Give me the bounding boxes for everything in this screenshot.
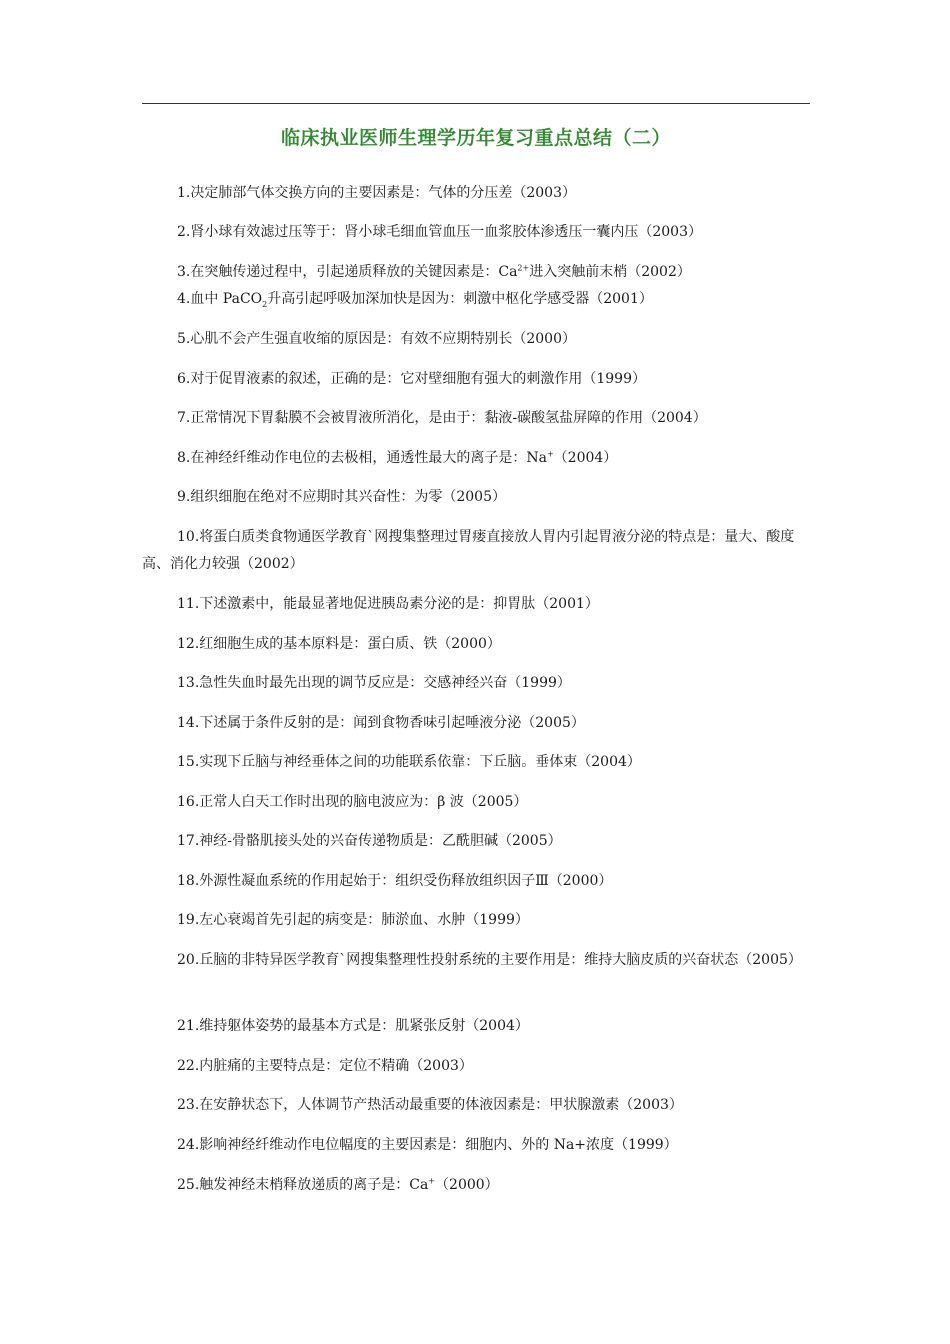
list-item: 2.肾小球有效滤过压等于：肾小球毛细血管血压一血浆胶体渗透压一囊内压（2003） xyxy=(177,224,702,240)
list-item: 19.左心衰竭首先引起的病变是：肺淤血、水肿（1999） xyxy=(177,912,529,928)
item-text: 25.触发神经末梢释放递质的离子是：Ca xyxy=(177,1177,429,1193)
list-item: 12.红细胞生成的基本原料是：蛋白质、铁（2000） xyxy=(177,636,501,652)
superscript: + xyxy=(428,1176,436,1186)
superscript: + xyxy=(546,449,554,459)
item-text: 进入突触前末梢（2002） xyxy=(529,264,691,280)
list-item: 7.正常情况下胃黏膜不会被胃液所消化，是由于：黏液-碳酸氢盐屏障的作用（2004） xyxy=(177,410,707,426)
list-item: 13.急性失血时最先出现的调节反应是：交感神经兴奋（1999） xyxy=(177,675,571,691)
list-item: 14.下述属于条件反射的是：闻到食物香味引起唾液分泌（2005） xyxy=(177,715,585,731)
document-title: 临床执业医师生理学历年复习重点总结（二） xyxy=(280,127,671,149)
list-item: 23.在安静状态下，人体调节产热活动最重要的体液因素是：甲状腺激素（2003） xyxy=(177,1097,683,1113)
list-item xyxy=(142,1172,810,1199)
item-text: （2000） xyxy=(435,1177,499,1193)
list-item xyxy=(142,259,810,286)
list-item: 16.正常人白天工作时出现的脑电波应为：β 波（2005） xyxy=(177,794,528,810)
item-text: 4.血中 PaCO xyxy=(177,291,263,307)
list-item: 15.实现下丘脑与神经垂体之间的功能联系依靠：下丘脑。垂体束（2004） xyxy=(177,754,641,770)
list-item xyxy=(142,286,810,313)
subscript: 2 xyxy=(262,299,268,309)
list-item: 1.决定肺部气体交换方向的主要因素是：气体的分压差（2003） xyxy=(177,185,576,201)
item-text: （2004） xyxy=(553,450,618,466)
list-item: 17.神经-骨骼肌接头处的兴奋传递物质是：乙酰胆碱（2005） xyxy=(177,833,562,849)
list-item: 22.内脏痛的主要特点是：定位不精确（2003） xyxy=(177,1058,473,1074)
superscript: 2+ xyxy=(517,263,530,273)
list-item: 9.组织细胞在绝对不应期时其兴奋性：为零（2005） xyxy=(177,489,506,505)
list-item: 20.丘脑的非特异医学教育`网搜集整理性投射系统的主要作用是：维持大脑皮质的兴奋状态（2005） xyxy=(177,952,802,968)
item-text: 8.在神经纤维动作电位的去极相，通透性最大的离子是：Na xyxy=(177,450,547,466)
list-item: 18.外源性凝血系统的作用起始于：组织受伤释放组织因子Ⅲ（2000） xyxy=(177,873,613,889)
list-item: 10.将蛋白质类食物通医学教育`网搜集整理过胃瘘直接放人胃内引起胃液分泌的特点是：量大、酸度高、消化力较强（2002） xyxy=(142,529,795,572)
item-text: 3.在突触传递过程中，引起递质释放的关键因素是：Ca xyxy=(177,264,518,280)
list-item: 24.影响神经纤维动作电位幅度的主要因素是：细胞内、外的 Na+浓度（1999） xyxy=(177,1137,678,1153)
list-item: 21.维持躯体姿势的最基本方式是：肌紧张反射（2004） xyxy=(177,1018,529,1034)
item-text: 升高引起呼吸加深加快是因为：刺激中枢化学感受器（2001） xyxy=(267,291,653,307)
list-item: 6.对于促胃液素的叙述，正确的是：它对壁细胞有强大的刺激作用（1999） xyxy=(177,371,646,387)
top-divider xyxy=(142,103,810,104)
list-item: 11.下述激素中，能最显著地促进胰岛素分泌的是：抑胃肽（2001） xyxy=(177,596,599,612)
list-item xyxy=(142,445,810,472)
list-item: 5.心肌不会产生强直收缩的原因是：有效不应期特别长（2000） xyxy=(177,331,576,347)
